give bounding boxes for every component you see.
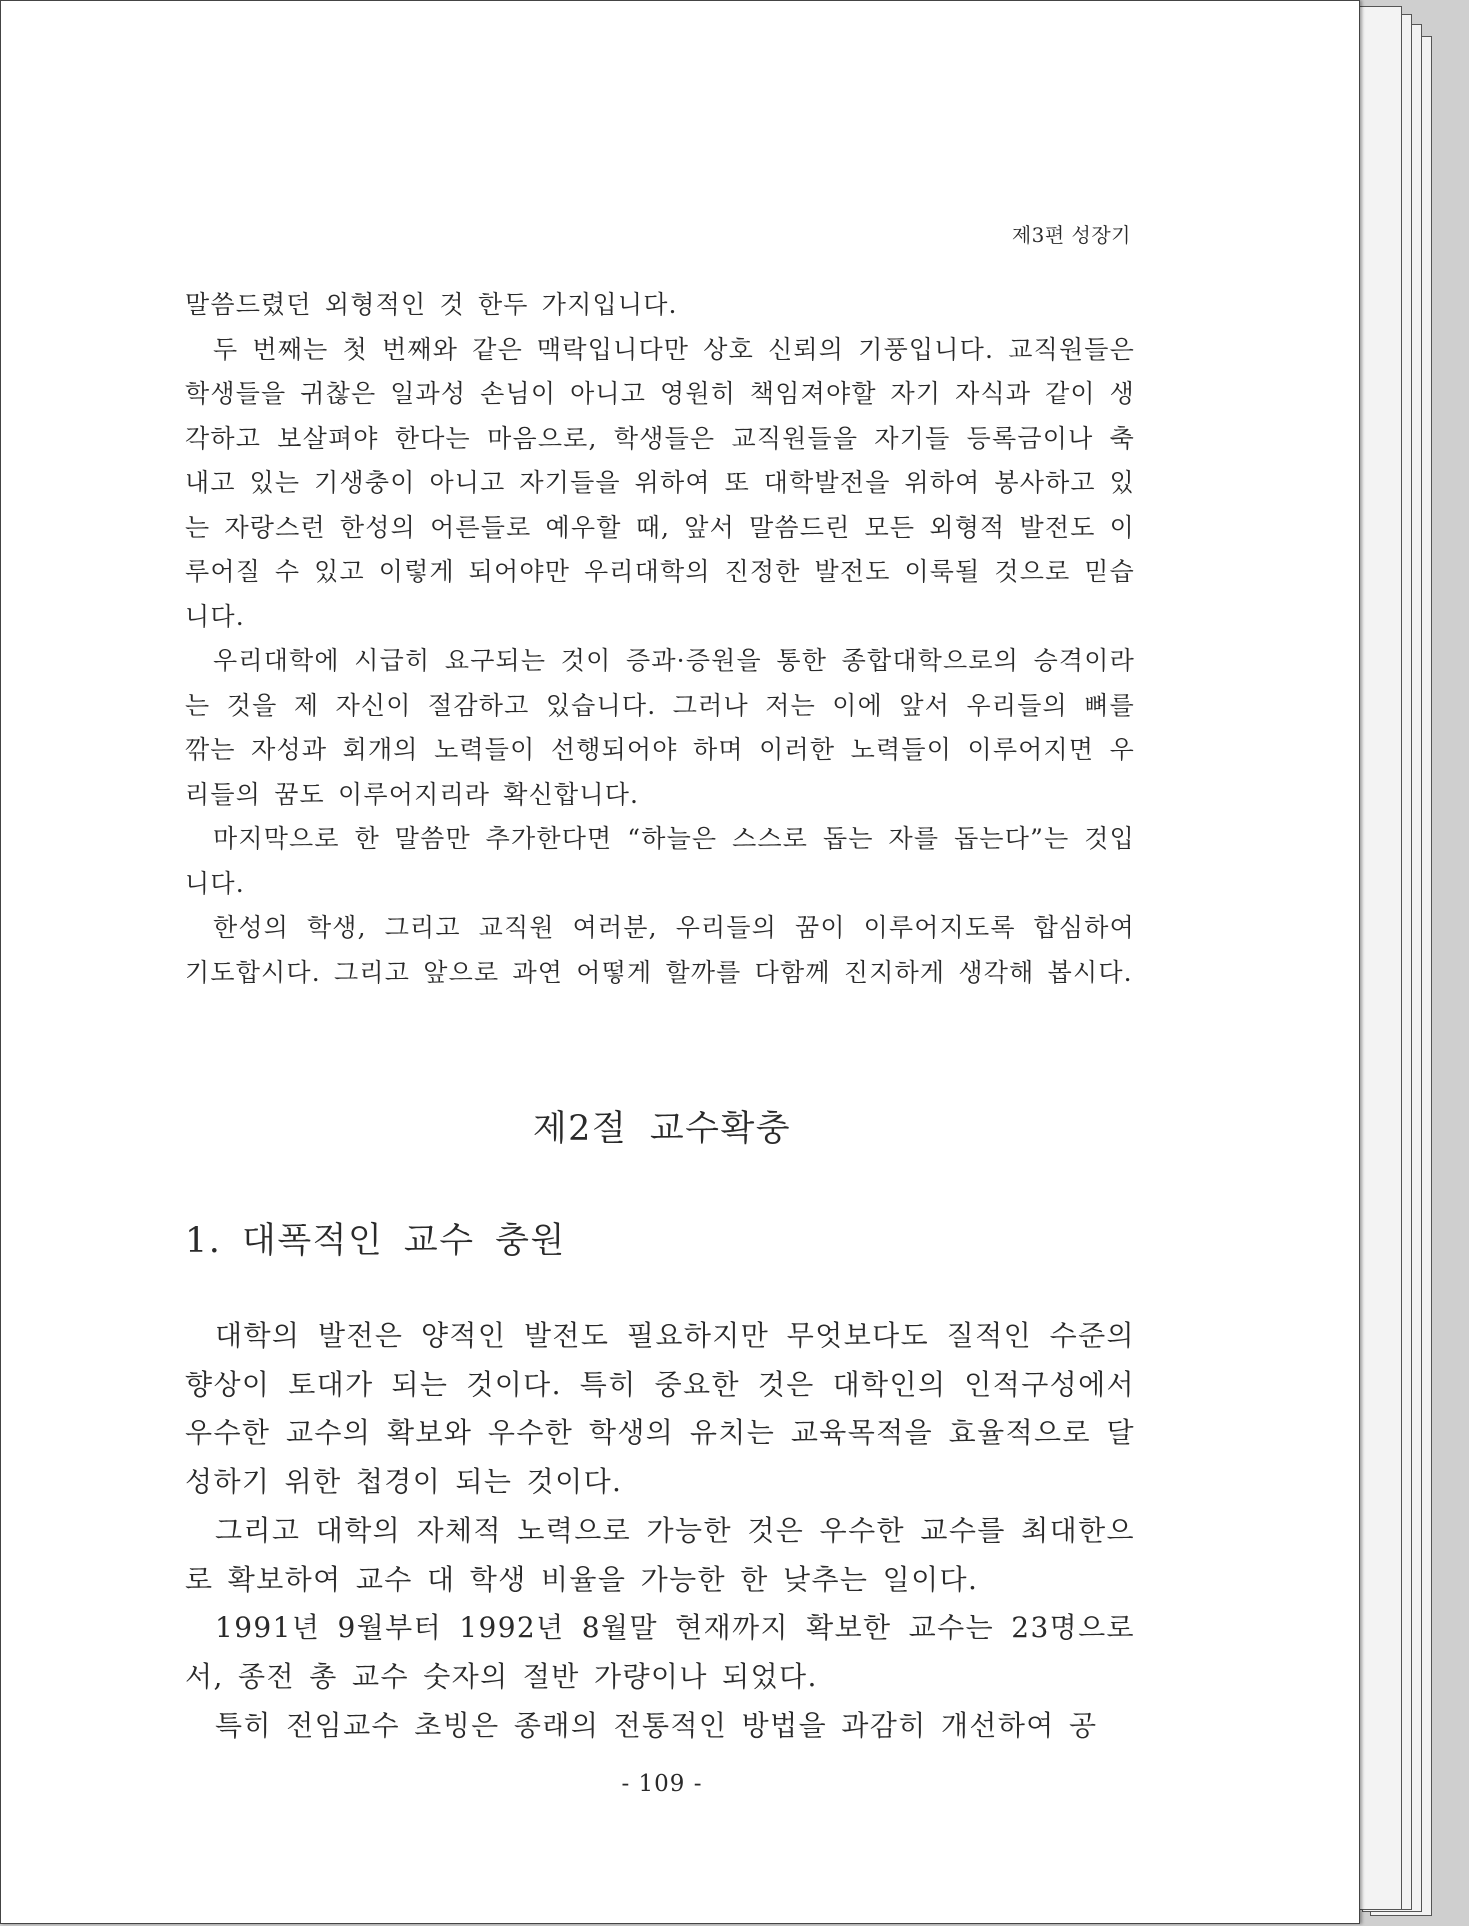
paragraph: 그리고 대학의 자체적 노력으로 가능한 것은 우수한 교수를 최대한으로 확보하여 교수 대 학생 비율을 가능한 한 낮추는 일이다. [185,1513,1135,1596]
paragraph: 마지막으로 한 말씀만 추가한다면 “하늘은 스스로 돕는 자를 돕는다”는 것입니다. [185,824,1135,898]
page-number: - 109 - [621,1771,703,1797]
paragraph: 말씀드렸던 외형적인 것 한두 가지입니다. [185,290,678,319]
paragraph: 두 번째는 첫 번째와 같은 맥락입니다만 상호 신뢰의 기풍입니다. 교직원들은 학생들을 귀찮은 일과성 손님이 아니고 영원히 책임져야할 자기 자식과 같이 생각하고 보살펴야 한다는 마음으로, 학생들은 교직원들을 자기들 등록금이나 축내고 있는 기생충이 아니고 자기들을 위하여 또 대학발전을 위하여 봉사하고 있는 자랑스런 한성의 어른들로 예우할 때, 앞서 말씀드린 모든 외형적 발전도 이루어질 수 있고 이렇게 되어야만 우리대학의 진정한 발전도 이룩될 것으로 믿습니다. [185,334,1135,631]
paragraph: 1991년 9월부터 1992년 8월말 현재까지 확보한 교수는 23명으로서, 종전 총 교수 숫자의 절반 가량이나 되었다. [185,1611,1135,1693]
subsection-title: 1. 대폭적인 교수 충원 [185,1221,566,1261]
running-header: 제3편 성장기 [1011,223,1131,247]
body-text [185,283,1135,995]
paragraph: 한성의 학생, 그리고 교직원 여러분, 우리들의 꿈이 이루어지도록 합심하여 기도합시다. 그리고 앞으로 과연 어떻게 할까를 다함께 진지하게 생각해 봅시다. [185,913,1135,987]
paragraph: 우리대학에 시급히 요구되는 것이 증과·증원을 통한 종합대학으로의 승격이라는 것을 제 자신이 절감하고 있습니다. 그러나 저는 이에 앞서 우리들의 뼈를 깎는 자성과 회개의 노력들이 선행되어야 하며 이러한 노력들이 이루어지면 우리들의 꿈도 이루어지리라 확신합니다. [185,646,1135,809]
paragraph: 대학의 발전은 양적인 발전도 필요하지만 무엇보다도 질적인 수준의 향상이 토대가 되는 것이다. 특히 중요한 것은 대학인의 인적구성에서 우수한 교수의 확보와 우수한 학생의 유치는 교육목적을 효율적으로 달성하기 위한 첩경이 되는 것이다. [185,1319,1135,1499]
section-title: 제2절 교수확충 [532,1109,792,1149]
paragraph: 특히 전임교수 초빙은 종래의 전통적인 방법을 과감히 개선하여 공 [215,1708,1098,1742]
body-text-section [185,1312,1135,1750]
